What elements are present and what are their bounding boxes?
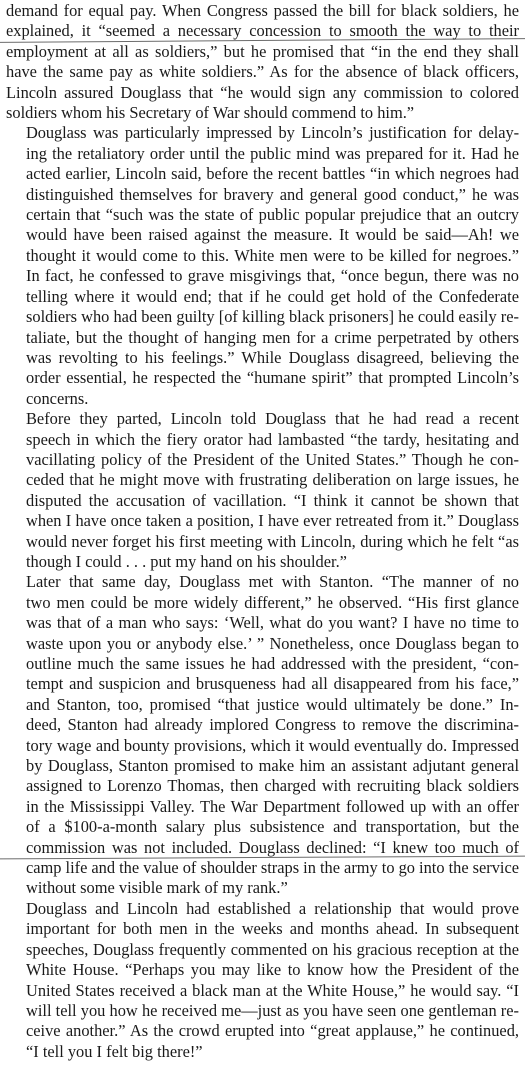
text-line: certain that “such was the state of public popular prejudice that an outcry [26, 205, 519, 225]
body-text [6, 1, 519, 1062]
paragraph [6, 123, 519, 409]
text-line: ing the retaliatory order until the public mind was prepared for it. Had he [26, 143, 519, 163]
text-line: of a $100-a-month salary plus subsistence and transportation, but the [26, 817, 519, 837]
text-line: outline much the same issues he had addressed with the president, “con- [26, 654, 519, 673]
text-line: though I could . . . put my hand on his shoulder.” [26, 551, 347, 571]
text-line: camp life and the value of shoulder straps in the army to go into the service [26, 858, 519, 878]
text-line: ceive another.” As the crowd erupted into “great applause,” he continued, [26, 1021, 519, 1041]
text-line: tory wage and bounty provisions, which it would eventually do. Impressed [26, 735, 519, 755]
paragraph [6, 1, 519, 123]
text-line: explained, it “seemed a necessary concession to smooth the way to their [6, 21, 519, 41]
text-line: and Stanton, too, promised “that justice would ultimately be done.” In- [26, 694, 519, 714]
text-line: acted earlier, Lincoln said, before the recent battles “in which negroes had [26, 164, 519, 184]
text-line: by Douglass, Stanton promised to make him an assistant adjutant general [26, 756, 519, 776]
text-line: have the same pay as white soldiers.” As for the absence of black officers, [6, 62, 519, 82]
text-line: Before they parted, Lincoln told Douglass that he had read a recent [26, 409, 519, 429]
text-line: soldiers who had been guilty [of killing black prisoners] he could easily re- [26, 307, 519, 327]
text-line: United States received a black man at the White House,” he would say. “I [26, 980, 519, 1000]
text-line: thought it would come to this. White men were to be killed for negroes.” [26, 245, 519, 265]
text-line: commission was not included. Douglass declined: “I knew too much of [26, 837, 519, 857]
text-line: without some visible mark of my rank.” [26, 878, 288, 898]
paragraph [6, 899, 519, 1062]
text-line: speech in which the fiery orator had lambasted “the tardy, hesitating and [26, 429, 519, 449]
text-line: disputed the accusation of vacillation. “I think it cannot be shown that [26, 490, 519, 510]
text-line: deed, Stanton had already implored Congress to remove the discrimina- [26, 715, 519, 735]
text-line: In fact, he confessed to grave misgivings that, “once begun, there was no [26, 266, 519, 286]
text-line: waste upon you or anybody else.’ ” Nonetheless, once Douglass began to [26, 633, 519, 653]
text-line: employment at all as soldiers,” but he promised that “in the end they shall [6, 41, 519, 61]
text-line: Douglass and Lincoln had established a relationship that would prove [26, 898, 519, 918]
text-line: when I have once taken a position, I have ever retreated from it.” Douglass [26, 511, 519, 531]
text-line: tempt and suspicion and brusqueness had all disappeared from his face,” [26, 674, 519, 694]
text-line: assigned to Lorenzo Thomas, then charged with recruiting black soldiers [26, 776, 519, 796]
text-line: order essential, he respected the “humane spirit” that prompted Lincoln’s [26, 368, 519, 388]
text-line: distinguished themselves for bravery and general good conduct,” he was [26, 184, 519, 204]
paragraph [6, 572, 519, 899]
text-line: was that of a man who says: ‘Well, what do you want? I have no time to [26, 613, 519, 633]
text-line: concerns. [26, 388, 89, 408]
text-line: was revolting to his feelings.” While Douglass disagreed, believing the [26, 347, 519, 367]
text-line: demand for equal pay. When Congress passed the bill for black soldiers, he [6, 1, 519, 20]
text-line: Douglass was particularly impressed by Lincoln’s justification for delay- [26, 123, 519, 143]
text-line: soldiers whom his Secretary of War should commend to him.” [6, 103, 415, 123]
text-line: White House. “Perhaps you may like to know how the President of the [26, 960, 519, 980]
text-line: vacillating policy of the President of the United States.” Though he con- [26, 449, 519, 469]
text-line: telling where it would end; that if he could get hold of the Confederate [26, 286, 519, 306]
text-line: two men could be more widely different,” he observed. “His first glance [26, 592, 519, 612]
paragraph [6, 409, 519, 572]
text-line: in the Mississippi Valley. The War Department followed up with an offer [26, 796, 519, 816]
text-line: would have been raised against the measure. It would be said—Ah! we [26, 225, 519, 245]
text-line: will tell you how he received me—just as you have seen one gentleman re- [26, 1000, 519, 1020]
text-line: Later that same day, Douglass met with Stanton. “The manner of no [26, 572, 519, 592]
text-line: Lincoln assured Douglass that “he would sign any commission to colored [6, 82, 519, 102]
text-line: ceded that he might move with frustrating deliberation on large issues, he [26, 470, 519, 490]
text-line: speeches, Douglass frequently commented on his gracious reception at the [26, 939, 519, 959]
text-line: important for both men in the weeks and months ahead. In subsequent [26, 919, 519, 939]
text-line: taliate, but the thought of hanging men for a crime perpetrated by others [26, 327, 519, 347]
text-line: “I tell you I felt big there!” [26, 1041, 203, 1061]
text-line: would never forget his first meeting with Lincoln, during which he felt “as [26, 531, 519, 551]
